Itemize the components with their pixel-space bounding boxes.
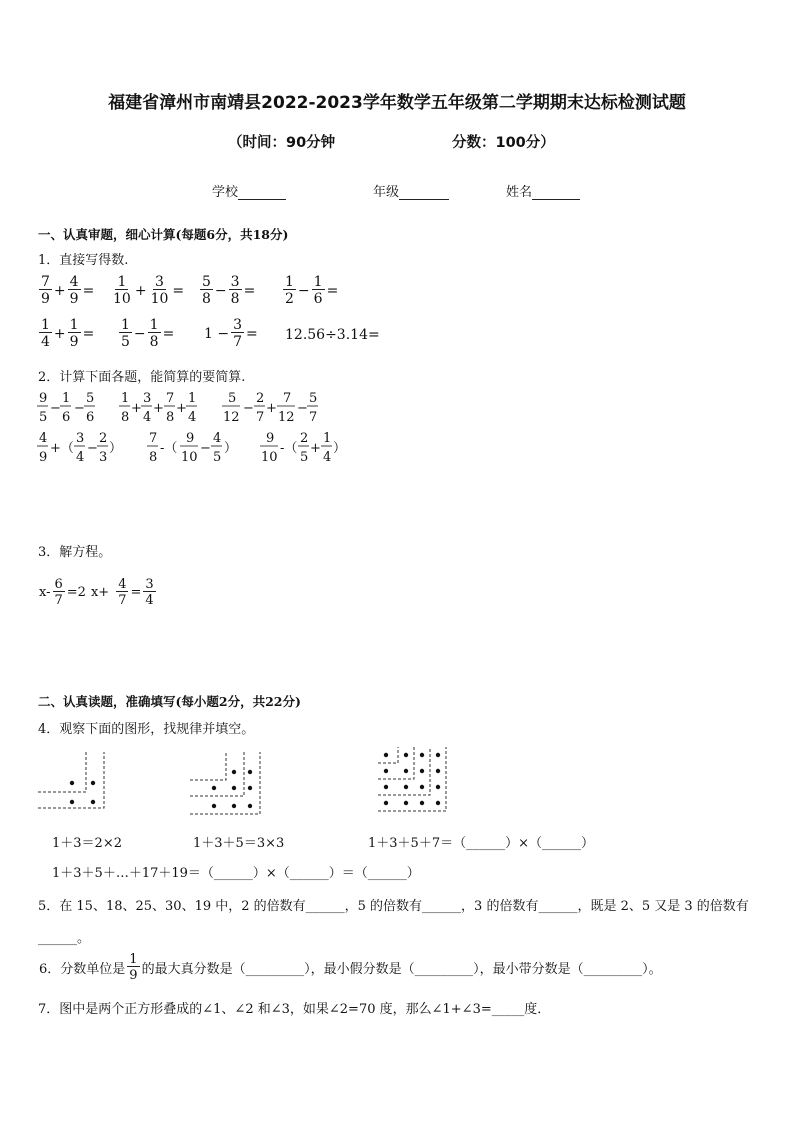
- q1-item-7: 1 − $\frac{3}{7}$ =: [204, 317, 258, 350]
- page-title: 福建省漳州市南靖县2022-2023学年数学五年级第二学期期末达标检测试题: [108, 93, 686, 113]
- svg-text:-（: -（: [280, 441, 298, 456]
- q1-item-8: 12.56÷3.14=: [285, 327, 380, 343]
- q4-label-2: 1＋3＋5＝3×3: [193, 836, 285, 851]
- svg-text:3: 3: [143, 391, 152, 406]
- svg-text:2: 2: [300, 431, 309, 446]
- svg-text:2: 2: [99, 431, 108, 446]
- name-label: 姓名: [506, 185, 533, 200]
- svg-text:+: +: [266, 401, 277, 416]
- score-label: 分数：100分）: [452, 135, 555, 151]
- svg-text:4: 4: [323, 450, 332, 465]
- svg-text:9: 9: [39, 391, 48, 406]
- q4-line-2: 1＋3＋5＋…＋17＋19＝（______）×（______）＝（______）: [52, 866, 420, 881]
- svg-text:9: 9: [266, 431, 275, 446]
- q1-item-5: $\frac{1}{4}$ + $\frac{1}{9}$ =: [41, 317, 95, 350]
- svg-text:10: 10: [181, 450, 198, 465]
- name-blank: [532, 186, 580, 200]
- svg-text:−: −: [87, 441, 98, 456]
- svg-text:1: 1: [188, 391, 197, 406]
- question-5: 5．在 15、18、25、30、19 中，2 的倍数有______，5 的倍数有______，3 的倍数有______，既是 2、5 又是 3 的倍数有: [38, 899, 749, 914]
- time-label: （时间：90分钟: [228, 135, 336, 151]
- school-blank: [238, 186, 286, 200]
- grade-blank: [399, 186, 449, 200]
- svg-text:5: 5: [300, 450, 309, 465]
- svg-text:8: 8: [149, 450, 158, 465]
- svg-text:6: 6: [62, 410, 71, 425]
- svg-text:4: 4: [188, 410, 197, 425]
- q6-prefix: 6．分数单位是: [39, 962, 126, 977]
- school-field: [212, 181, 286, 200]
- q1-item-2: $\frac{1}{10}$ + $\frac{3}{10}$ =: [113, 274, 185, 307]
- svg-text:3: 3: [99, 450, 108, 465]
- grade-field: [373, 181, 449, 200]
- svg-text:−: −: [243, 401, 254, 416]
- svg-text:4: 4: [39, 431, 48, 446]
- svg-text:−: −: [200, 441, 211, 456]
- svg-text:7: 7: [309, 410, 318, 425]
- svg-text:+: +: [153, 401, 164, 416]
- svg-text:8: 8: [121, 410, 130, 425]
- svg-text:）: ）: [224, 441, 238, 456]
- svg-text:1: 1: [62, 391, 71, 406]
- svg-text:+: +: [176, 401, 187, 416]
- svg-text:9: 9: [186, 431, 195, 446]
- svg-text:）: ）: [333, 441, 347, 456]
- section-2-heading: 二、认真读题，准确填写(每小题2分，共22分): [38, 694, 301, 709]
- q6-suffix: 的最大真分数是（_________），最小假分数是（_________），最小带分数是（_________）。: [141, 962, 662, 977]
- svg-text:1: 1: [323, 431, 332, 446]
- svg-text:10: 10: [261, 450, 278, 465]
- svg-text:5: 5: [213, 450, 222, 465]
- svg-text:3: 3: [76, 431, 85, 446]
- q1-item-4: $\frac{1}{2}$ − $\frac{1}{6}$ =: [285, 274, 339, 307]
- question-5-tail: ______。: [38, 931, 91, 946]
- svg-text:7: 7: [256, 410, 265, 425]
- svg-text:7: 7: [166, 391, 175, 406]
- question-2: 2．计算下面各题，能简算的要简算.: [38, 370, 246, 385]
- q4-figure-1: [38, 750, 108, 820]
- svg-text:5: 5: [86, 391, 95, 406]
- svg-text:−: −: [50, 401, 61, 416]
- svg-text:4: 4: [76, 450, 85, 465]
- svg-text:5: 5: [228, 391, 237, 406]
- q4-figure-3: [376, 745, 456, 825]
- svg-text:9: 9: [39, 450, 48, 465]
- svg-text:+: +: [310, 441, 321, 456]
- svg-text:12: 12: [278, 410, 295, 425]
- svg-text:+: +: [131, 401, 142, 416]
- question-3: 3．解方程。: [38, 545, 112, 560]
- q1-item-6: $\frac{1}{5}$ − $\frac{1}{8}$ =: [121, 317, 175, 350]
- section-1-heading: 一、认真审题，细心计算(每题6分，共18分): [38, 227, 289, 242]
- svg-text:5: 5: [309, 391, 318, 406]
- q1-item-1: $\frac{7}{9}$ + $\frac{4}{9}$ =: [41, 274, 95, 307]
- svg-text:7: 7: [283, 391, 292, 406]
- svg-text:−: −: [297, 401, 308, 416]
- svg-text:5: 5: [39, 410, 48, 425]
- svg-text:2: 2: [256, 391, 265, 406]
- svg-text:1: 1: [121, 391, 130, 406]
- q1-item-3: $\frac{5}{8}$ − $\frac{3}{8}$ =: [202, 274, 256, 307]
- svg-text:）: ）: [109, 441, 123, 456]
- svg-text:4: 4: [213, 431, 222, 446]
- q6-unit-fraction: $\frac{1}{9}$: [129, 952, 138, 983]
- grade-label: 年级: [373, 185, 400, 200]
- q2-expressions: [36, 390, 356, 480]
- q4-label-3: 1＋3＋5＋7＝（______）×（______）: [368, 836, 594, 851]
- svg-text:6: 6: [86, 410, 95, 425]
- name-field: [506, 181, 580, 200]
- svg-text:−: −: [74, 401, 85, 416]
- svg-text:12: 12: [223, 410, 240, 425]
- svg-text:7: 7: [149, 431, 158, 446]
- question-6: [38, 953, 663, 982]
- school-label: 学校: [212, 185, 239, 200]
- q3-equations: x- $\frac{6}{7}$ =2 x+ $\frac{4}{7}$ = $\frac{3}{4}$: [39, 577, 154, 608]
- svg-text:8: 8: [166, 410, 175, 425]
- svg-text:-（: -（: [160, 441, 178, 456]
- question-1: 1．直接写得数.: [38, 253, 129, 268]
- svg-text:4: 4: [143, 410, 152, 425]
- question-4: 4．观察下面的图形，找规律并填空。: [38, 722, 255, 737]
- q4-label-1: 1＋3＝2×2: [52, 836, 122, 851]
- svg-text:+（: +（: [50, 441, 74, 456]
- question-7: 7．图中是两个正方形叠成的∠1、∠2 和∠3，如果∠2=70 度，那么∠1+∠3=_____度．: [38, 1002, 551, 1017]
- q4-figure-2: [190, 750, 270, 820]
